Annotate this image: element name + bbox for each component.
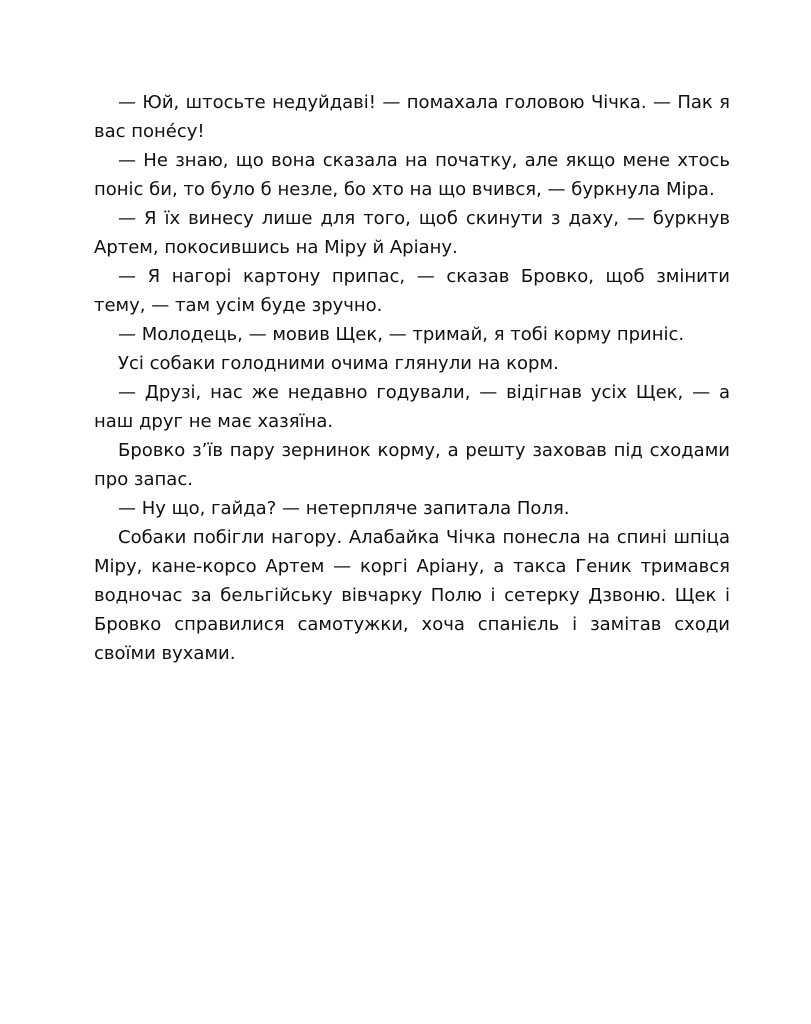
- paragraph: — Молодець, — мовив Щек, — тримай, я тобі корму приніс.: [118, 324, 685, 345]
- paragraph: — Ну що, гайда? — нетерпляче запитала Поля.: [118, 498, 570, 519]
- paragraph: — Я їх винесу лише для того, щоб скинути з даху, — буркнув Артем, покосившись на Міру й Аріану.: [94, 208, 730, 258]
- paragraph: — Юй, штосьте недуйдаві! — помахала головою Чічка. — Пак я вас понéсу!: [94, 92, 730, 142]
- paragraph: Усі собаки голодними очима глянули на корм.: [118, 353, 559, 374]
- paragraph: — Я нагорі картону припас, — сказав Бровко, щоб змінити тему, — там усім буде зручно.: [94, 266, 730, 316]
- paragraph: Бровко з’їв пару зернинок корму, а решту заховав під сходами про запас.: [94, 440, 730, 490]
- paragraph: — Друзі, нас же недавно годували, — відігнав усіх Щек, — а наш друг не має хазяїна.: [94, 382, 730, 432]
- paragraph: Собаки побігли нагору. Алабайка Чічка понесла на спині шпіца Міру, кане-корсо Артем — коргі Аріану, а такса Геник тримався водночас за бельгійську вівчарку Полю і сетерку Дзвоню. Щек і Бровко справилися самотужки, хоча спанієль і замітав сходи своїми вухами.: [94, 527, 730, 664]
- paragraph: — Не знаю, що вона сказала на початку, але якщо мене хтось поніс би, то було б незле, бо хто на що вчився, — буркнула Міра.: [94, 150, 730, 200]
- page-text: [94, 88, 730, 668]
